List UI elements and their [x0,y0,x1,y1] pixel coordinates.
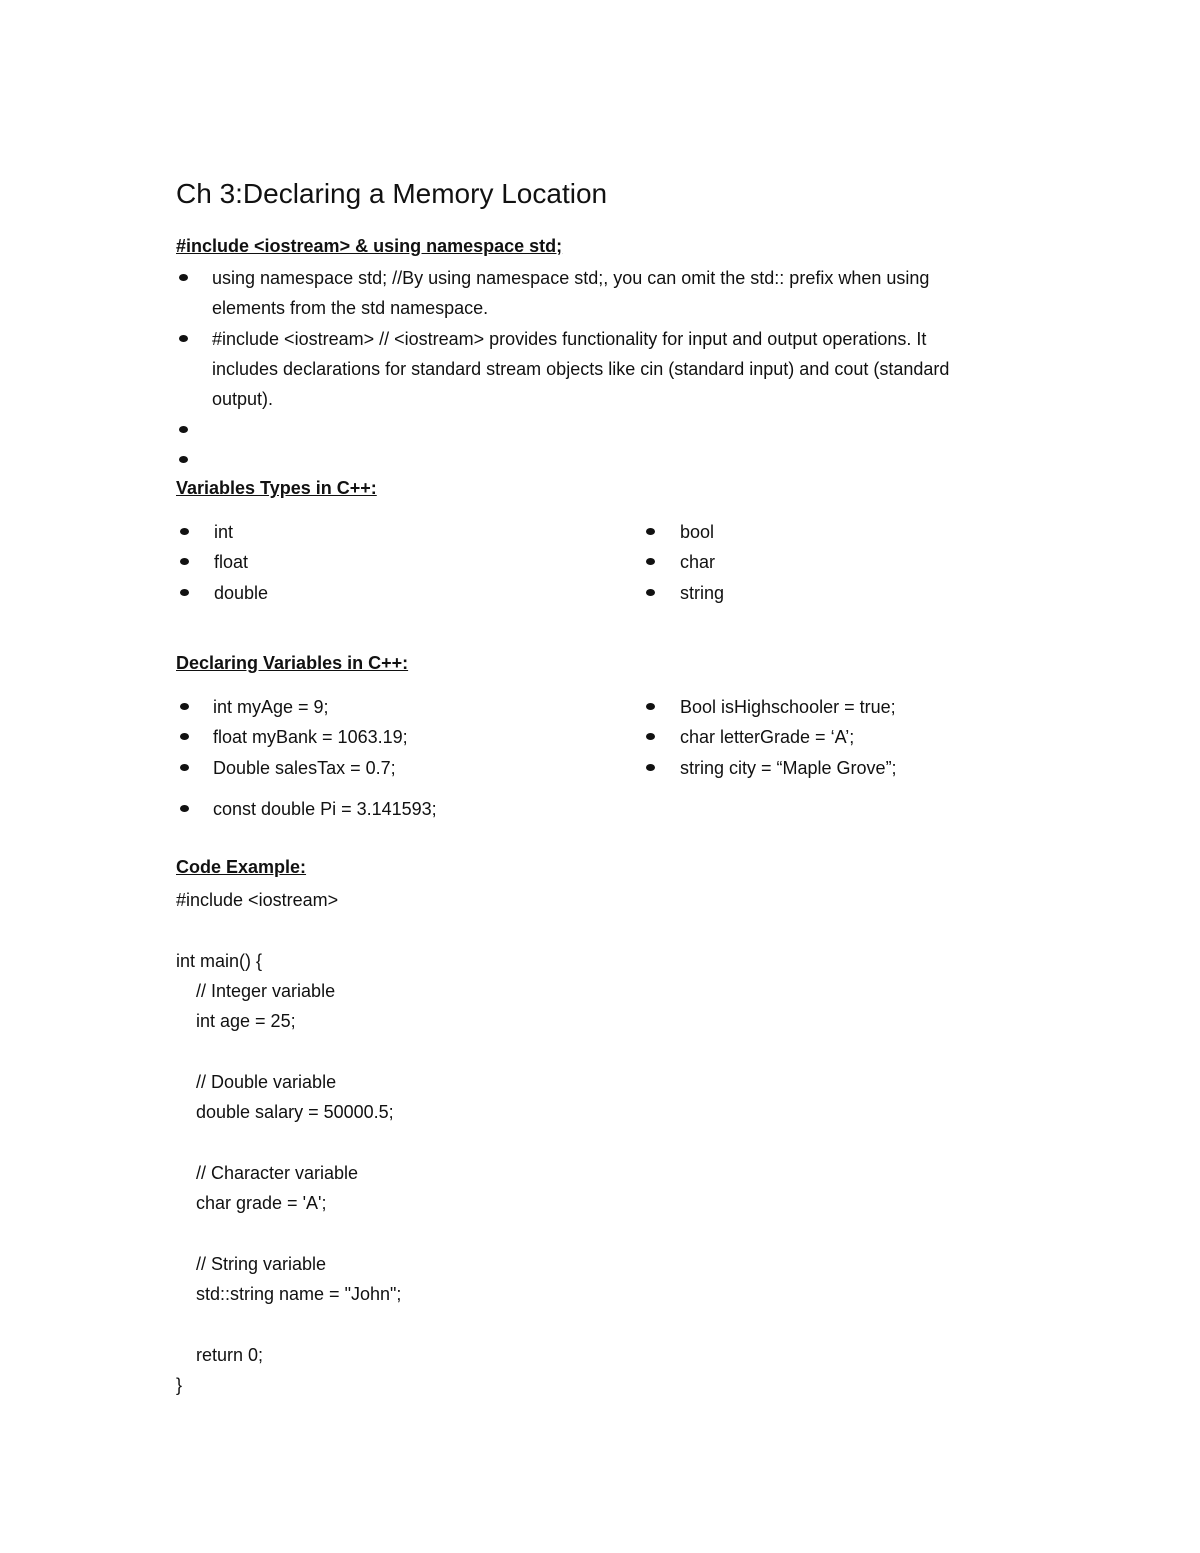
bullet-text: #include <iostream> // <iostream> provides functionality for input and output operations. It [212,329,927,349]
list-item: int [214,522,234,542]
list-item: Bool isHighschooler = true; [680,697,896,717]
bullet-icon [180,733,189,740]
bullet-text: using namespace std; //By using namespace std;, you can omit the std:: prefix when using [212,268,930,288]
bullet-icon [179,426,188,433]
bullet-icon [646,733,655,740]
code-line: int age = 25; [196,1011,296,1032]
bullet-icon [179,274,188,281]
bullet-icon [646,703,655,710]
code-line: } [176,1374,183,1395]
code-line: int main() { [176,950,263,971]
list-item: float [214,552,249,572]
code-line: double salary = 50000.5; [196,1102,394,1123]
bullet-text: output). [212,389,274,409]
list-item: char letterGrade = ‘A’; [680,727,855,747]
bullet-text: elements from the std namespace. [212,298,489,318]
code-line: #include <iostream> [176,890,339,910]
code-line: // Character variable [196,1162,359,1183]
list-item: string city = “Maple Grove”; [680,758,897,778]
list-item: char [680,552,716,572]
code-line: // Double variable [196,1071,337,1092]
code-line: return 0; [196,1344,264,1365]
bullet-icon [646,558,655,565]
bullet-icon [179,456,188,463]
code-example-heading: Code Example: [176,857,307,877]
include-heading: #include <iostream> & using namespace std; [176,236,563,256]
page-title: Ch 3:Declaring a Memory Location [176,178,608,209]
bullet-icon [180,703,189,710]
bullet-icon [180,589,189,596]
bullet-icon [646,528,655,535]
list-item: Double salesTax = 0.7; [213,758,396,778]
list-item: const double Pi = 3.141593; [213,799,437,819]
bullet-icon [180,805,189,812]
bullet-icon [646,764,655,771]
list-item: string [680,583,725,603]
bullet-icon [180,764,189,771]
bullet-icon [179,335,188,342]
bullet-icon [646,589,655,596]
list-item: int myAge = 9; [213,697,329,717]
bullet-text: includes declarations for standard stream objects like cin (standard input) and cout (standard [212,359,950,379]
bullet-icon [180,528,189,535]
code-line: std::string name = "John"; [196,1283,402,1304]
list-item: float myBank = 1063.19; [213,727,408,747]
variable-types-heading: Variables Types in C++: [176,478,377,498]
code-line: char grade = 'A'; [196,1193,327,1213]
list-item: bool [680,522,715,542]
list-item: double [214,583,269,603]
declaring-variables-heading: Declaring Variables in C++: [176,653,409,673]
code-line: // String variable [196,1253,327,1274]
bullet-icon [180,558,189,565]
code-line: // Integer variable [196,980,336,1001]
